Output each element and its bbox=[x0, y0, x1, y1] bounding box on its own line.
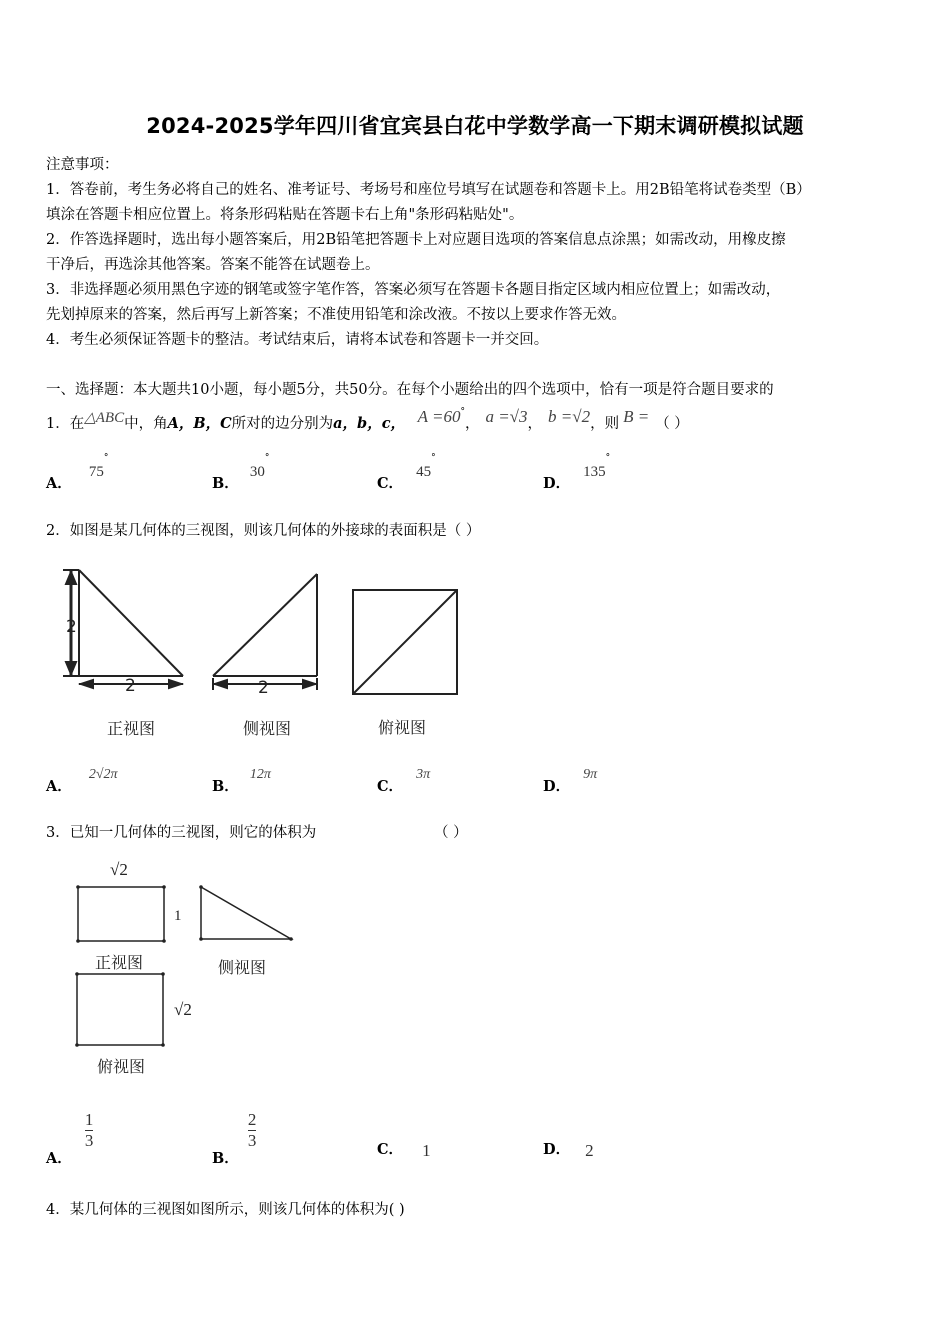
q2-option-c[interactable]: C． 3π bbox=[377, 767, 431, 795]
q2-top-view bbox=[353, 590, 457, 694]
question-3: 3．已知一几何体的三视图，则它的体积为 bbox=[46, 825, 317, 841]
q2-front-view bbox=[63, 570, 183, 688]
q2-option-a[interactable]: A． 2√2π bbox=[46, 767, 118, 795]
note-line: 干净后，再选涂其他答案。答案不能答在试题卷上。 bbox=[46, 257, 380, 273]
q1-cond-a: A =60 bbox=[417, 407, 461, 426]
q1-option-d[interactable]: D． 135° bbox=[543, 452, 611, 492]
q3-option-a[interactable]: A． $\frac{1}{3}$ bbox=[46, 1110, 94, 1167]
q2-label-front: 正视图 bbox=[107, 719, 156, 738]
q2-option-d[interactable]: D． 9π bbox=[543, 767, 598, 795]
q3-label-top: 俯视图 bbox=[97, 1057, 146, 1076]
q1-cond-b: a =√3 bbox=[485, 407, 528, 426]
q1-cond-c: b =√2 bbox=[548, 407, 591, 426]
q1-option-b[interactable]: B． 30° bbox=[212, 452, 270, 492]
question-1 bbox=[46, 407, 689, 433]
q3-dim-right: 1 bbox=[174, 908, 182, 924]
note-line: 3．非选择题必须用黑色字迹的钢笔或签字笔作答，答案必须写在答题卡各题目指定区域内相应位置上；如需改动， bbox=[46, 282, 781, 298]
note-line: 2．作答选择题时，选出每小题答案后，用2B铅笔把答题卡上对应题目选项的答案信息点涂黑；如需改动，用橡皮擦 bbox=[46, 232, 786, 248]
q1-triangle: △ABC bbox=[84, 410, 125, 426]
q3-paren: （ ） bbox=[434, 825, 468, 841]
section-heading: 一、选择题：本大题共10小题，每小题5分，共50分。在每个小题给出的四个选项中，恰有一项是符合题目要求的 bbox=[46, 382, 774, 398]
q1-paren: （ ） bbox=[655, 416, 689, 432]
note-line: 先划掉原来的答案，然后再写上新答案；不准使用铅笔和涂改液。不按以上要求作答无效。 bbox=[46, 307, 626, 323]
q1-tail: ，则 bbox=[590, 416, 620, 432]
q3-label-front: 正视图 bbox=[95, 953, 144, 972]
note-line: 填涂在答题卡相应位置上。将条形码粘贴在答题卡右上角"条形码粘贴处"。 bbox=[46, 207, 524, 223]
q2-dim-front-bottom: 2 bbox=[125, 676, 136, 696]
q3-label-side: 侧视图 bbox=[218, 958, 267, 977]
q1-sep: ， bbox=[527, 416, 543, 432]
q1-option-c[interactable]: C． 45° bbox=[377, 452, 436, 492]
q3-front-view bbox=[78, 887, 164, 941]
q3-top-view bbox=[77, 974, 163, 1045]
q1-sep: ， bbox=[464, 416, 480, 432]
question-2: 2．如图是某几何体的三视图，则该几何体的外接球的表面积是（ ） bbox=[46, 523, 481, 539]
notes-heading: 注意事项： bbox=[46, 157, 119, 173]
page-title: 2024-2025学年四川省宜宾县白花中学数学高一下期末调研模拟试题 bbox=[146, 114, 804, 138]
q2-side-view bbox=[213, 574, 317, 690]
q2-option-b[interactable]: B． 12π bbox=[212, 767, 271, 795]
q3-option-d[interactable]: D． 2 bbox=[543, 1141, 594, 1160]
q1-sides: a，b，c， bbox=[333, 415, 406, 432]
note-line: 1．答卷前，考生务必将自己的姓名、准考证号、考场号和座位号填写在试题卷和答题卡上。用2B铅笔将试卷类型（B） bbox=[46, 182, 811, 198]
q3-dim-bottom-right: √2 bbox=[174, 1000, 192, 1019]
q1-option-a[interactable]: A． 75° bbox=[46, 452, 109, 492]
q2-dim-side-bottom: 2 bbox=[258, 678, 269, 698]
q1-mid2: 所对的边分别为 bbox=[231, 416, 334, 432]
q1-angles: A，B，C bbox=[167, 415, 232, 432]
q3-side-view bbox=[201, 887, 291, 939]
question-4: 4．某几何体的三视图如图所示，则该几何体的体积为( ) bbox=[46, 1202, 405, 1218]
q3-dim-top: √2 bbox=[110, 860, 128, 879]
q1-mid: 中，角 bbox=[124, 416, 168, 432]
q2-label-side: 侧视图 bbox=[243, 719, 292, 738]
q3-option-c[interactable]: C． 1 bbox=[377, 1141, 431, 1160]
q1-prefix: 1．在 bbox=[46, 416, 85, 432]
q2-dim-left: 2 bbox=[66, 617, 77, 637]
degree-mark: ° bbox=[460, 407, 465, 418]
note-line: 4．考生必须保证答题卡的整洁。考试结束后，请将本试卷和答题卡一并交回。 bbox=[46, 332, 549, 348]
q2-label-top: 俯视图 bbox=[378, 718, 427, 737]
q3-option-b[interactable]: B． $\frac{2}{3}$ bbox=[212, 1110, 257, 1167]
q1-ask: B = bbox=[623, 407, 650, 426]
